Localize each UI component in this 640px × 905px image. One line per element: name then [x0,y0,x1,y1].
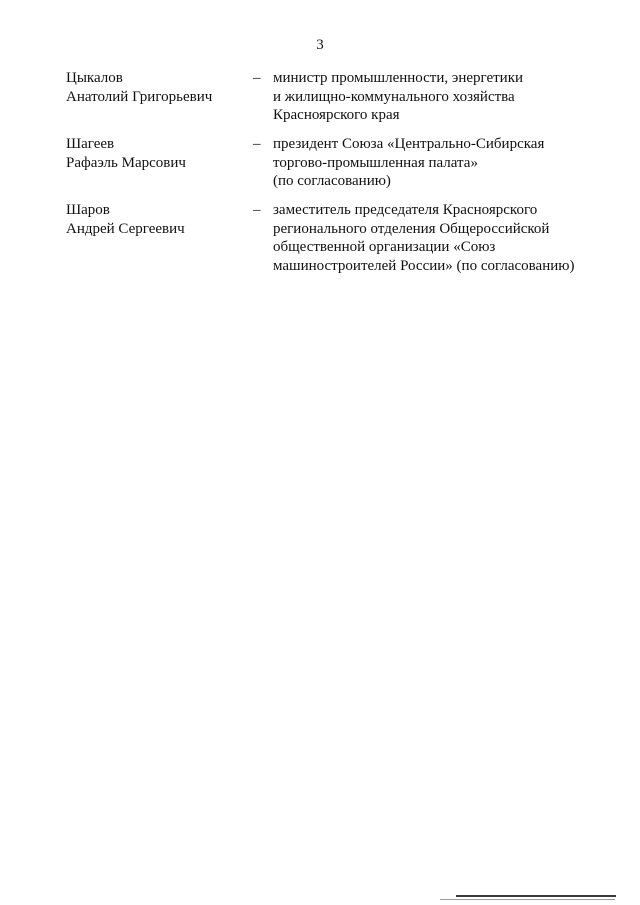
member-name [66,201,246,238]
position-line: министр промышленности, энергетики [273,70,524,86]
footer-rule [456,895,616,897]
position-line: (по согласованию) [273,173,391,189]
position-line: регионального отделения Общероссийской [273,220,550,237]
position-line: торгово-промышленная палата» [273,154,478,171]
position-line: общественной организации «Союз [273,239,496,255]
separator-dash: – [253,136,261,152]
member-surname: Шаров [66,202,110,218]
member-name [66,69,246,106]
member-surname: Цыкалов [66,70,123,86]
member-position [273,201,603,275]
position-line: президент Союза «Центрально-Сибирская [273,136,545,152]
separator-dash: – [253,70,261,86]
member-given-names: Рафаэль Марсович [66,154,186,171]
page-number: 3 [316,37,324,53]
position-line: и жилищно-коммунального хозяйства [273,88,515,105]
member-position [273,135,603,191]
list-item [66,69,606,135]
member-given-names: Андрей Сергеевич [66,220,185,237]
separator-dash: – [253,202,261,218]
position-line: заместитель председателя Красноярского [273,202,538,218]
member-list [66,69,606,291]
member-name [66,135,246,172]
list-item [66,201,606,291]
position-line: машиностроителей России» (по согласованию) [273,257,575,274]
member-position [273,69,603,125]
member-given-names: Анатолий Григорьевич [66,88,213,105]
footer-rule-shadow [440,899,615,900]
position-line: Красноярского края [273,107,400,123]
member-surname: Шагеев [66,136,115,152]
list-item [66,135,606,201]
